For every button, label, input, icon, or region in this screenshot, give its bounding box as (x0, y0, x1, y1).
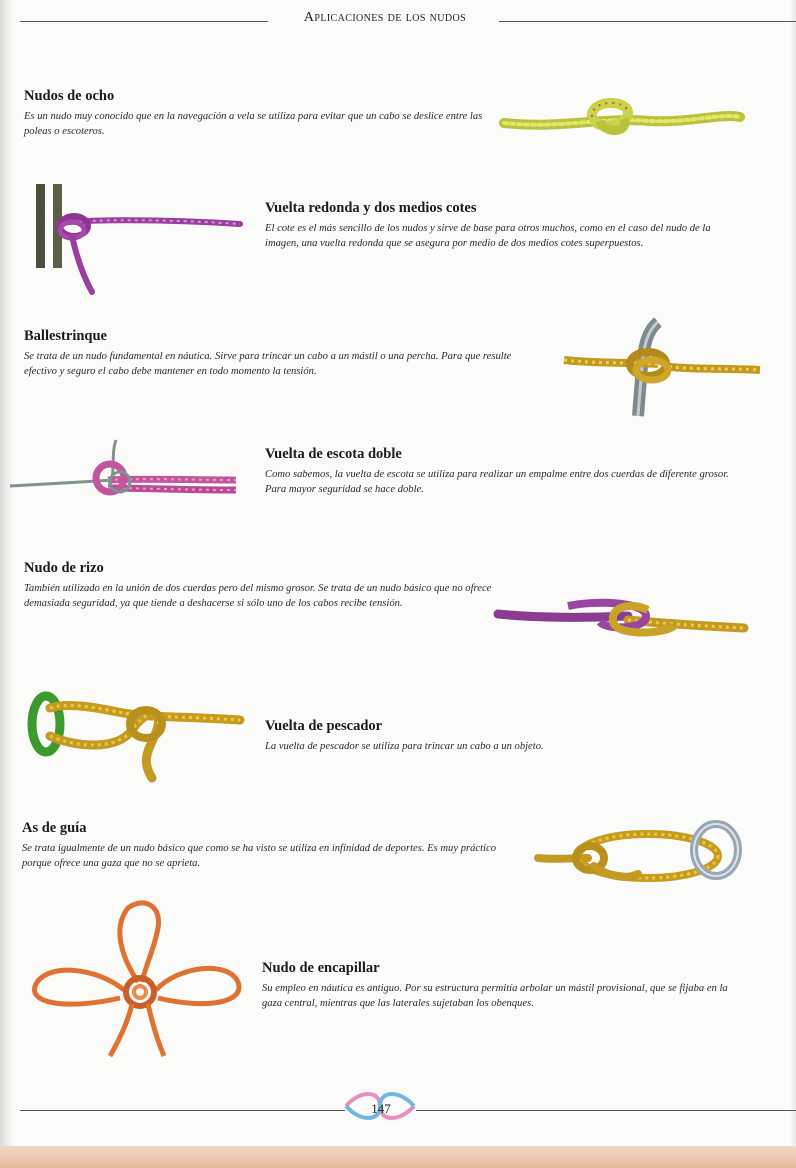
section-nudo-de-encapillar (262, 960, 740, 1011)
page-right-edge (790, 0, 796, 1168)
footer-rule-right (416, 1110, 796, 1111)
section-title: Vuelta de pescador (265, 718, 383, 734)
reef-knot-illustration (496, 596, 746, 640)
section-description: Se trata igualmente de un nudo básico que como se ha visto se utiliza en infinidad de deportes. Es muy práctico porque ofrece una gaza que no se aprieta. (22, 843, 496, 869)
section-title: Nudos de ocho (24, 88, 115, 104)
section-description: Se trata de un nudo fundamental en náutica. Sirve para trincar un cabo a un mástil o una percha. Para que resulte efectivo y seguro el cabo debe mantener en todo momento la tensión. (24, 351, 512, 377)
section-description: La vuelta de pescador se utiliza para trincar un cabo a un objeto. (265, 741, 544, 752)
section-description: Como sabemos, la vuelta de escota se utiliza para realizar un empalme entre dos cuerdas de diferente grosor. Para mayor seguridad se hace doble. (265, 469, 729, 495)
page-gutter-shadow (0, 0, 14, 1168)
section-title: As de guía (22, 820, 87, 836)
section-title: Nudo de encapillar (262, 960, 380, 976)
fishermans-bend-illustration (28, 686, 243, 782)
section-as-de-guia (22, 820, 522, 871)
round-turn-two-half-hitches-illustration (30, 184, 245, 296)
running-head-title: Aplicaciones de los nudos (303, 10, 467, 25)
section-title: Ballestrinque (24, 328, 107, 344)
section-description: El cote es el más sencillo de los nudos y sirve de base para otros muchos, como en el caso del nudo de la imagen, una vuelta redonda que se asegura por medio de dos medios cotes superpuestos. (265, 223, 711, 249)
section-description: También utilizado en la unión de dos cuerdas pero del mismo grosor. Se trata de un nudo básico que no ofrece demasiada seguridad, ya que tiende a deshacerse si sólo uno de los cabos recibe tensión. (24, 583, 492, 609)
section-description: Es un nudo muy conocido que en la navegación a vela se utiliza para evitar que un cabo se deslice entre las poleas o escoteros. (24, 111, 483, 137)
running-head (0, 10, 796, 30)
section-vuelta-de-pescador (265, 718, 740, 754)
section-title: Nudo de rizo (24, 560, 104, 576)
figure-eight-knot-illustration (500, 95, 745, 145)
section-vuelta-de-escota-doble (265, 446, 740, 497)
double-sheet-bend-illustration (8, 436, 240, 506)
section-title: Vuelta redonda y dos medios cotes (265, 200, 477, 216)
bowline-illustration (536, 818, 746, 896)
footer-rule-left (20, 1110, 345, 1111)
section-ballestrinque (24, 328, 534, 379)
header-rule-right (499, 21, 796, 22)
page-number: 147 (371, 1101, 391, 1116)
header-rule-left (20, 21, 268, 22)
section-nudo-de-rizo (24, 560, 494, 611)
page-bottom-band (0, 1146, 796, 1168)
section-title: Vuelta de escota doble (265, 446, 402, 462)
clove-hitch-illustration (562, 308, 762, 420)
section-description: Su empleo en náutica es antiguo. Por su estructura permitía arbolar un mástil provisional, que se fijaba en la gaza central, mientras que las laterales sujetaban los obenques. (262, 983, 728, 1009)
section-vuelta-redonda (265, 200, 740, 251)
section-nudos-de-ocho (24, 88, 494, 139)
jury-mast-knot-illustration (28, 898, 243, 1060)
